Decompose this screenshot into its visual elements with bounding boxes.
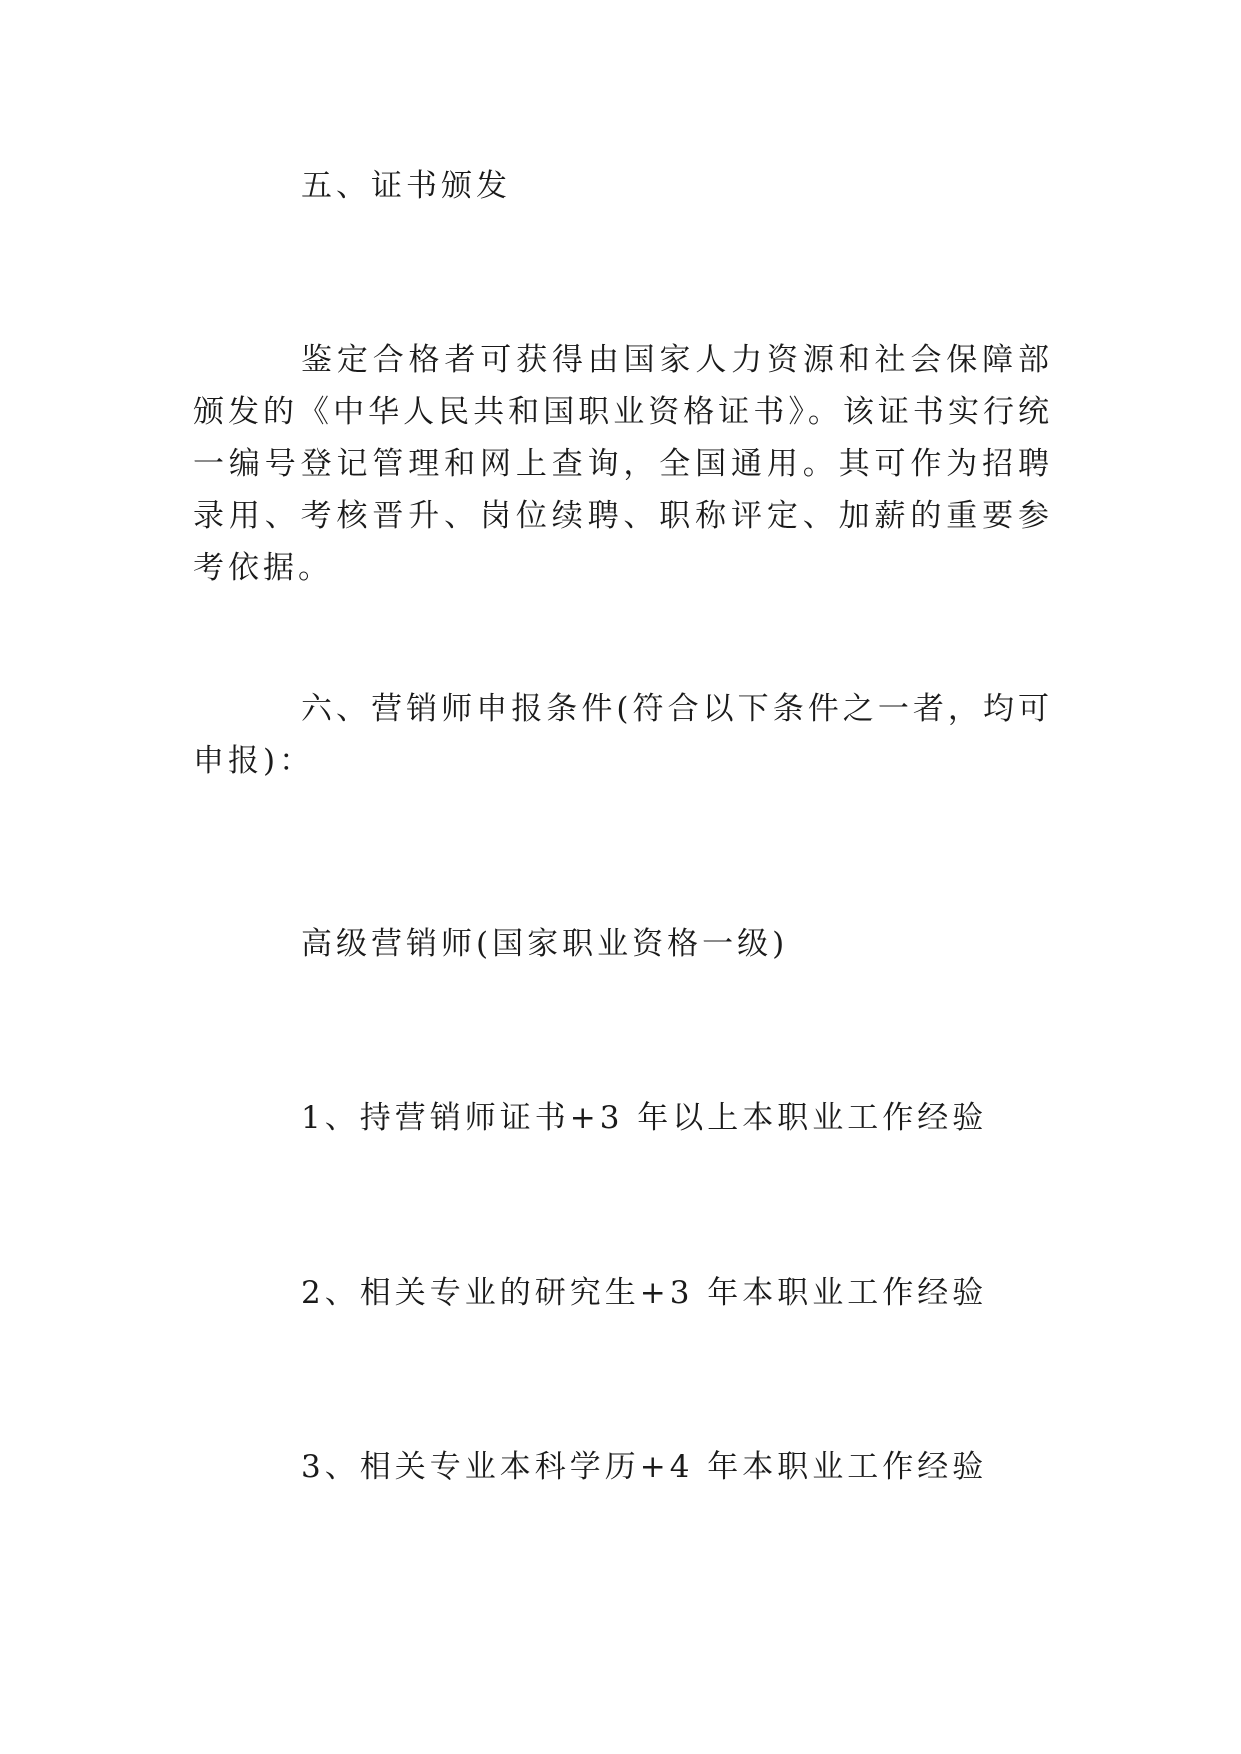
list-item-condition-1: 1、持营销师证书+3 年以上本职业工作经验 <box>301 1100 988 1136</box>
subheading-senior-marketer: 高级营销师(国家职业资格一级) <box>301 926 789 962</box>
list-item-condition-3: 3、相关专业本科学历+4 年本职业工作经验 <box>301 1449 988 1485</box>
section-heading-certificate: 五、证书颁发 <box>301 168 511 204</box>
section-heading-application-conditions: 六、营销师申报条件(符合以下条件之一者，均可申报)： <box>193 691 1053 779</box>
paragraph-certificate-description: 鉴定合格者可获得由国家人力资源和社会保障部颁发的《中华人民共和国职业资格证书》。该证书实行统一编号登记管理和网上查询，全国通用。其可作为招聘录用、考核晋升、岗位续聘、职称评定、加薪的重要参考依据。 <box>193 342 1053 586</box>
list-item-condition-2: 2、相关专业的研究生+3 年本职业工作经验 <box>301 1275 988 1311</box>
